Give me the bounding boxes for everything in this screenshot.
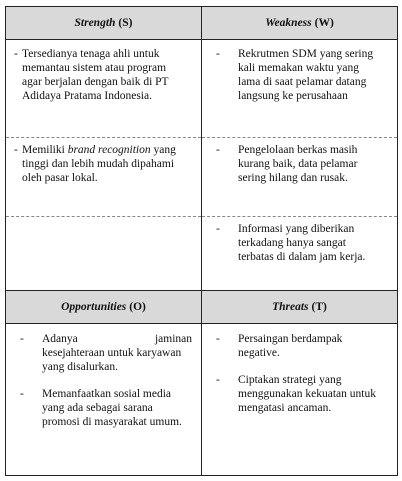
strength-item-1-line: Adidaya Pratama Indonesia.	[22, 90, 152, 102]
bullet-dash: -	[216, 48, 220, 60]
weakness-item-1-line: kali memakan waktu yang	[238, 62, 360, 74]
opportunities-item-2-line: Memanfaatkan sosial media	[42, 388, 172, 400]
weakness-item-3-line: terkadang hanya sangat	[238, 237, 346, 249]
weakness-item-2-line: sering hilang dan rusak.	[238, 172, 348, 184]
cell-divider	[6, 216, 201, 217]
threats-title: Threats	[272, 301, 309, 313]
bullet-dash: -	[216, 333, 220, 345]
bullet-dash: -	[14, 144, 18, 156]
weakness-item-3-line: terbatas di dalam jam kerja.	[238, 251, 366, 263]
strength-code: (S)	[118, 17, 133, 29]
brand-recognition-term: brand recognition	[67, 144, 151, 156]
strength-item-2-suffix: yang	[150, 144, 176, 156]
bullet-dash: -	[216, 223, 220, 235]
threats-item-2-line: menggunakan kekuatan untuk	[238, 388, 376, 400]
opportunities-item-1-line	[42, 332, 192, 346]
cell-divider	[6, 137, 201, 138]
weakness-header	[202, 7, 397, 39]
opportunities-code: (O)	[129, 301, 146, 313]
strength-item-2-line: tinggi dan lebih mudah dipahami	[22, 158, 175, 170]
threats-item-2-line: mengatasi ancaman.	[238, 402, 332, 414]
strength-item-2-prefix: Memiliki	[22, 144, 68, 156]
cell-divider	[202, 137, 397, 138]
weakness-title: Weakness	[265, 17, 312, 29]
threats-code: (T)	[311, 301, 327, 313]
swot-table	[5, 6, 398, 476]
weakness-item-1-line: langsung ke perusahaan	[238, 90, 348, 102]
bullet-dash: -	[20, 388, 24, 400]
weakness-item-3-line: Informasi yang diberikan	[238, 223, 355, 235]
threats-item-1-line: Persaingan berdampak	[238, 333, 343, 345]
weakness-item-2-line: kurang baik, data pelamar	[238, 158, 358, 170]
threats-header	[202, 291, 397, 323]
opportunities-item-2-line: yang ada sebagai sarana	[42, 402, 153, 414]
opportunities-item-1-line: yang disalurkan.	[42, 361, 119, 373]
column-divider	[201, 7, 202, 475]
bullet-dash: -	[216, 374, 220, 386]
threats-item-1-line: negative.	[238, 347, 280, 359]
opportunities-title: Opportunities	[61, 301, 127, 313]
bullet-dash: -	[20, 333, 24, 345]
weakness-item-2-line: Pengelolaan berkas masih	[238, 144, 358, 156]
weakness-item-1-line: Rekrutmen SDM yang sering	[238, 48, 374, 60]
strength-item-2-line: oleh pasar lokal.	[22, 172, 98, 184]
bullet-dash: -	[14, 48, 18, 60]
weakness-code: (W)	[314, 17, 334, 29]
cell-divider	[202, 216, 397, 217]
opportunities-item-1-first-line-end: jaminan	[154, 333, 192, 345]
strength-item-1-line: Tersedianya tenaga ahli untuk	[22, 48, 160, 60]
weakness-item-1-line: lama di saat pelamar datang	[238, 76, 367, 88]
opportunities-item-1-line: kesejahteraan untuk karyawan	[42, 347, 182, 359]
opportunities-header	[6, 291, 201, 323]
opportunities-item-2-line: promosi di masyarakat umum.	[42, 416, 182, 428]
strength-item-1-line: memantau sistem atau program	[22, 62, 167, 74]
strength-item-1-line: agar berjalan dengan baik di PT	[22, 76, 169, 88]
strength-item-2-line	[22, 143, 198, 157]
threats-item-2-line: Ciptakan strategi yang	[238, 374, 342, 386]
strength-header	[6, 7, 201, 39]
bullet-dash: -	[216, 144, 220, 156]
strength-title: Strength	[74, 17, 116, 29]
opportunities-item-1-first-line: Adanya	[42, 333, 78, 345]
